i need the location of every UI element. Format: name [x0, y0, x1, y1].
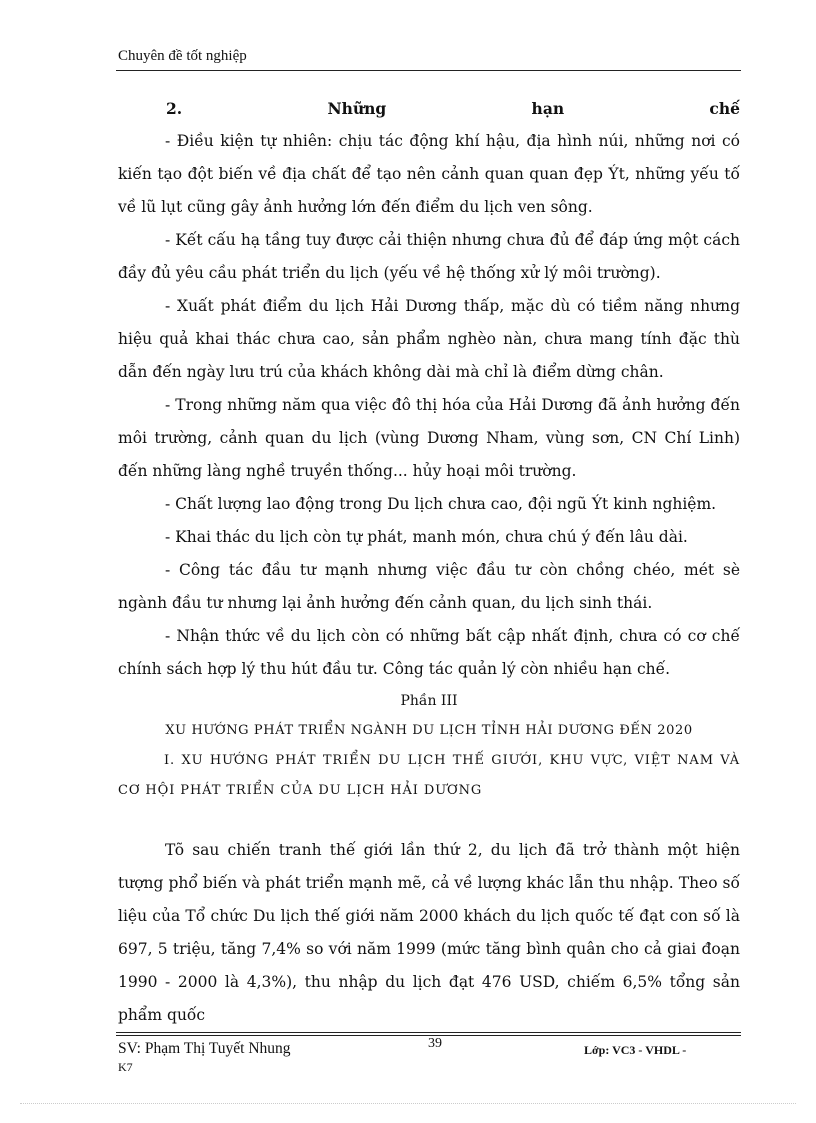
footer-student-cohort: K7	[118, 1060, 133, 1074]
section-title: I. XU HƯỚNG PHÁT TRIỂN DU LỊCH THẾ GIƯỚI, KHU VỰC, VIỆT NAM VÀ CƠ HỘI PHÁT TRIỂN CỦA DU LỊCH HẢI DƯƠNG	[118, 753, 740, 798]
paragraph: - Điều kiện tự nhiên: chịu tác động khí hậu, địa hình núi, những nơi có kiến tạo đột biến về địa chất để tạo nên cảnh quan quan đẹp Ýt, những yếu tố về lũ lụt cũng gây ảnh hưởng lớn đến điểm du lịch ven sông.	[118, 132, 740, 216]
paragraph: - Trong những năm qua việc đô thị hóa của Hải Dương đã ảnh hưởng đến môi trường, cảnh quan du lịch (vùng Dương Nham, vùng sơn, CN Chí Linh) đến những làng nghề truyền thống... hủy hoại môi trường.	[118, 396, 740, 480]
paragraph: - Khai thác du lịch còn tự phát, manh món, chưa chú ý đến lâu dài.	[165, 528, 688, 546]
header-rule	[116, 70, 741, 71]
document-body	[118, 92, 740, 1032]
page-number: 39	[428, 1036, 442, 1051]
paragraph: - Công tác đầu tư mạnh nhưng việc đầu tư còn chồng chéo, mét sè ngành đầu tư nhưng lại ảnh hưởng đến cảnh quan, du lịch sinh thái.	[118, 561, 740, 612]
heading-word: chế	[709, 99, 740, 118]
paragraph: - Nhận thức về du lịch còn có những bất cập nhất định, chưa có cơ chế chính sách hợp lý thu hút đầu tư. Công tác quản lý còn nhiều hạn chế.	[118, 627, 740, 678]
heading-word: hạn	[531, 99, 565, 118]
header-title: Chuyên đề tốt nghiệp	[118, 48, 247, 64]
section-heading	[118, 92, 740, 125]
page-bottom-divider	[20, 1103, 796, 1104]
paragraph: - Xuất phát điểm du lịch Hải Dương thấp, mặc dù có tiềm năng nhưng hiệu quả khai thác chưa cao, sản phẩm nghèo nàn, chưa mang tính đặc thù dẫn đến ngày lưu trú của khách không dài mà chỉ là điểm dừng chân.	[118, 297, 740, 381]
paragraph: Tõ sau chiến tranh thế giới lần thứ 2, du lịch đã trở thành một hiện tượng phổ biến và phát triển mạnh mẽ, cả về lượng khác lẫn thu nhập. Theo số liệu của Tổ chức Du lịch thế giới năm 2000 khách du lịch quốc tế đạt con số là 697, 5 triệu, tăng 7,4% so với năm 1999 (mức tăng bình quân cho cả giai đoạn 1990 - 2000 là 4,3%), thu nhập du lịch đạt 476 USD, chiếm 6,5% tổng sản phẩm quốc	[118, 841, 740, 1024]
paragraph: - Chất lượng lao động trong Du lịch chưa cao, đội ngũ Ýt kinh nghiệm.	[165, 495, 717, 513]
heading-word: 2.	[166, 99, 183, 118]
footer-rule	[116, 1032, 741, 1033]
footer-class: Lớp: VC3 - VHDL -	[584, 1043, 687, 1057]
footer-student: SV: Phạm Thị Tuyết Nhung	[118, 1040, 291, 1057]
part-title: Phần III	[400, 693, 458, 709]
paragraph: - Kết cấu hạ tầng tuy được cải thiện nhưng chưa đủ để đáp ứng một cách đầy đủ yêu cầu phát triển du lịch (yếu về hệ thống xử lý môi trường).	[118, 231, 740, 282]
heading-word: Những	[327, 99, 387, 118]
part-subtitle: XU HƯỚNG PHÁT TRIỂN NGÀNH DU LỊCH TỈNH HẢI DƯƠNG ĐẾN 2020	[165, 723, 693, 738]
